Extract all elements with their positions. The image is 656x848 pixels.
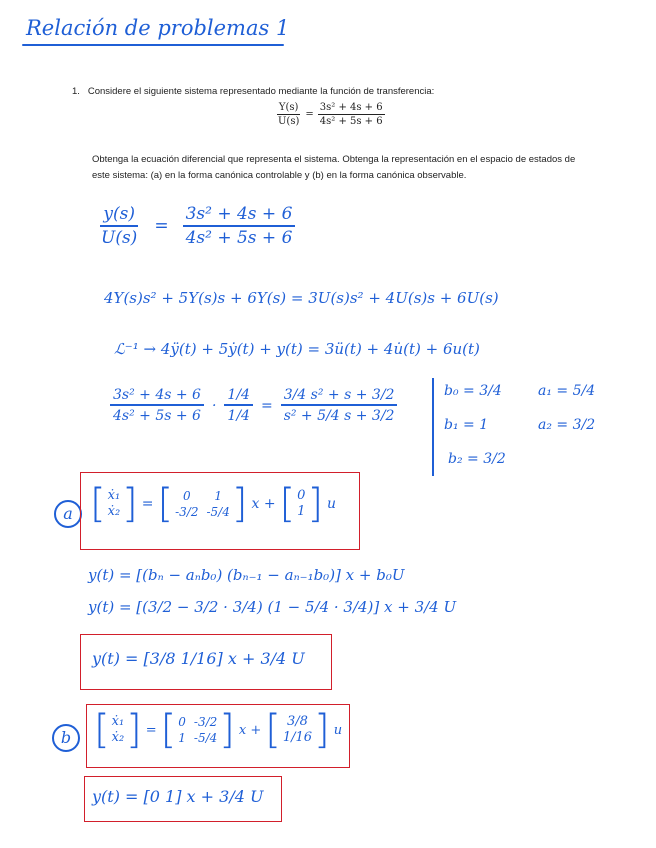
coef-b0: b₀ = 3/4 — [444, 383, 502, 399]
part-a-state-equation — [90, 481, 337, 527]
note-frac-lhs-den: U(s) — [101, 228, 138, 248]
norm-dot: · — [211, 397, 217, 414]
quarter-frac — [224, 388, 253, 423]
tf-rhs-num: 3s² + 4s + 6 — [319, 102, 383, 113]
note-cross-multiplied: 4Y(s)s² + 5Y(s)s + 6Y(s) = 3U(s)s² + 4U(s)s + 6U(s) — [104, 289, 499, 307]
part-b-B-vector: [ 3/8 1/16 ] — [265, 707, 330, 753]
part-a-B-vector: [ 0 1 ] — [279, 481, 324, 527]
note-transfer-function — [98, 206, 295, 247]
coefficients-divider — [432, 378, 434, 476]
coef-b1: b₁ = 1 — [444, 417, 489, 433]
title-underline — [22, 44, 284, 46]
part-b-xdot1: ẋ₁ — [111, 714, 125, 729]
part-a-xdot1: ẋ₁ — [107, 488, 121, 503]
part-b-xdot2: ẋ₂ — [111, 730, 125, 745]
part-a-output-formula: y(t) = [(bₙ − aₙb₀) (bₙ₋₁ − aₙ₋₁b₀)] x + b₀U — [88, 566, 405, 584]
part-a-equals: = — [141, 496, 154, 512]
problem-statement — [72, 86, 434, 97]
norm-result-num: 3/4 s² + s + 3/2 — [281, 388, 398, 406]
norm-result-frac — [281, 388, 398, 423]
part-b-A-matrix: [ 0 -3/2 1 -5/4 ] — [160, 707, 235, 753]
norm-frac-num: 3s² + 4s + 6 — [110, 388, 204, 406]
part-a-B2: 1 — [297, 504, 306, 519]
tf-rhs — [318, 102, 385, 127]
note-frac-rhs — [183, 206, 296, 247]
part-b-equals: = — [145, 722, 157, 738]
part-a-output-result: y(t) = [3/8 1/16] x + 3/4 U — [92, 649, 305, 668]
part-a-xdot2: ẋ₂ — [107, 504, 121, 519]
note-frac-rhs-den: 4s² + 5s + 6 — [185, 228, 293, 248]
norm-frac-den: 4s² + 5s + 6 — [113, 408, 201, 424]
part-a-label: a — [54, 500, 82, 528]
tf-equals: = — [305, 109, 314, 120]
coef-b2: b₂ = 3/2 — [448, 451, 506, 467]
transfer-function — [276, 102, 385, 127]
note-normalization — [110, 388, 397, 423]
note-equals: = — [154, 216, 169, 236]
part-b-label: b — [52, 724, 80, 752]
part-b-A11: 0 — [178, 715, 186, 729]
norm-result-den: s² + 5/4 s + 3/2 — [283, 408, 395, 424]
note-frac-lhs-num: y(s) — [100, 206, 138, 227]
problem-text: Considere el siguiente sistema representado mediante la función de transferencia: — [87, 86, 435, 97]
tf-rhs-den: 4s² + 5s + 6 — [319, 116, 383, 127]
part-b-output-result: y(t) = [0 1] x + 3/4 U — [92, 787, 264, 806]
coef-a1: a₁ = 5/4 — [538, 383, 596, 399]
part-a-A22: -5/4 — [206, 505, 230, 519]
page-title: Relación de problemas 1 — [26, 16, 290, 40]
tf-lhs-den: U(s) — [278, 116, 300, 127]
part-a-A-matrix: [ 0 1 -3/2 -5/4 ] — [157, 481, 248, 527]
tf-lhs-num: Y(s) — [278, 102, 299, 113]
part-b-u: u — [333, 722, 343, 738]
part-b-B1: 3/8 — [287, 714, 308, 729]
norm-frac — [110, 388, 204, 423]
part-a-xdot-vector: [ ẋ₁ ẋ₂ ] — [90, 481, 138, 527]
part-a-x: x + — [251, 496, 276, 512]
part-b-A22: -5/4 — [193, 731, 218, 745]
part-b-x: x + — [238, 722, 262, 738]
part-a-A21: -3/2 — [175, 505, 199, 519]
note-frac-rhs-num: 3s² + 4s + 6 — [183, 206, 296, 227]
part-b-B2: 1/16 — [282, 730, 313, 745]
tf-lhs — [276, 102, 301, 127]
part-b-A12: -3/2 — [193, 715, 218, 729]
note-inverse-laplace: ℒ⁻¹ → 4ÿ(t) + 5ẏ(t) + y(t) = 3ü(t) + 4u̇(t) + 6u(t) — [114, 340, 480, 358]
quarter-frac-num: 1/4 — [224, 388, 253, 406]
part-a-u: u — [327, 496, 337, 512]
part-a-A11: 0 — [182, 489, 191, 503]
part-b-A21: 1 — [178, 731, 186, 745]
part-a-A12: 1 — [214, 489, 222, 503]
norm-equals: = — [260, 397, 273, 414]
problem-number: 1. — [72, 86, 80, 97]
part-a-B1: 0 — [297, 488, 306, 503]
part-b-state-equation — [94, 707, 343, 753]
part-a-output-substituted: y(t) = [(3/2 − 3/2 · 3/4) (1 − 5/4 · 3/4)] x + 3/4 U — [88, 598, 457, 616]
coef-a2: a₂ = 3/2 — [538, 417, 596, 433]
problem-instructions: Obtenga la ecuación diferencial que representa el sistema. Obtenga la representación en el espacio de estados de este sistema: (a) en la forma canónica controlable y (b) en la forma canónica observable. — [92, 154, 576, 181]
quarter-frac-den: 1/4 — [227, 408, 250, 424]
part-b-xdot-vector: [ ẋ₁ ẋ₂ ] — [94, 707, 142, 753]
note-frac-lhs — [98, 206, 140, 247]
